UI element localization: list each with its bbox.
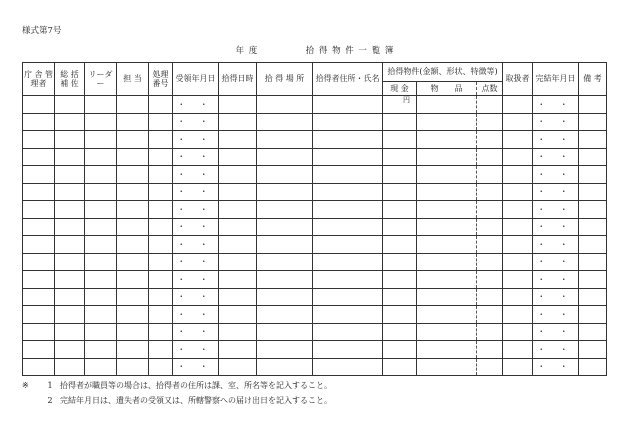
item-cell[interactable] — [417, 358, 477, 376]
ledger-cell[interactable] — [55, 341, 85, 359]
ledger-cell[interactable] — [257, 201, 313, 219]
quantity-cell[interactable] — [477, 288, 503, 306]
header-buppin: 物 品 — [417, 82, 477, 96]
ledger-cell[interactable] — [257, 271, 313, 289]
ledger-cell[interactable] — [85, 271, 117, 289]
ledger-cell[interactable] — [55, 148, 85, 166]
ledger-cell[interactable] — [579, 201, 607, 219]
quantity-cell[interactable] — [477, 183, 503, 201]
ledger-cell[interactable] — [149, 148, 173, 166]
ledger-cell[interactable] — [579, 183, 607, 201]
ledger-cell[interactable] — [55, 288, 85, 306]
cash-cell[interactable] — [383, 358, 417, 376]
item-cell[interactable] — [417, 288, 477, 306]
ledger-cell[interactable] — [149, 288, 173, 306]
ledger-cell[interactable] — [503, 288, 533, 306]
cash-cell[interactable] — [383, 236, 417, 254]
completion-date-cell[interactable]: ・ ・ — [533, 131, 579, 149]
received-date-cell[interactable]: ・ ・ — [173, 113, 219, 131]
lost-property-ledger-table — [22, 62, 607, 376]
quantity-cell[interactable] — [477, 96, 503, 114]
quantity-cell[interactable] — [477, 236, 503, 254]
received-date-cell[interactable]: ・ ・ — [173, 183, 219, 201]
item-cell[interactable] — [417, 306, 477, 324]
ledger-cell[interactable] — [219, 113, 257, 131]
ledger-cell[interactable] — [579, 341, 607, 359]
ledger-cell[interactable] — [117, 201, 149, 219]
ledger-cell[interactable] — [313, 236, 383, 254]
ledger-cell[interactable] — [23, 358, 55, 376]
ledger-cell[interactable] — [219, 96, 257, 114]
cash-cell[interactable] — [383, 113, 417, 131]
completion-date-cell[interactable]: ・ ・ — [533, 288, 579, 306]
item-cell[interactable] — [417, 113, 477, 131]
ledger-cell[interactable] — [257, 148, 313, 166]
quantity-cell[interactable] — [477, 166, 503, 184]
ledger-cell[interactable] — [55, 218, 85, 236]
quantity-cell[interactable] — [477, 271, 503, 289]
ledger-body — [23, 96, 607, 376]
ledger-cell[interactable] — [257, 96, 313, 114]
ledger-cell[interactable] — [23, 113, 55, 131]
ledger-cell[interactable] — [23, 323, 55, 341]
ledger-cell[interactable] — [117, 236, 149, 254]
header-shori: 処理 番号 — [149, 63, 173, 96]
ledger-cell[interactable] — [503, 253, 533, 271]
ledger-cell[interactable] — [117, 218, 149, 236]
ledger-cell[interactable] — [219, 166, 257, 184]
table-row — [23, 201, 607, 219]
cash-cell[interactable] — [383, 201, 417, 219]
ledger-cell[interactable] — [117, 253, 149, 271]
cash-cell[interactable] — [383, 218, 417, 236]
cash-cell[interactable] — [383, 131, 417, 149]
completion-date-cell[interactable]: ・ ・ — [533, 306, 579, 324]
ledger-cell[interactable] — [257, 288, 313, 306]
ledger-cell[interactable] — [23, 271, 55, 289]
header-bikou: 備 考 — [579, 63, 607, 96]
ledger-cell[interactable] — [55, 166, 85, 184]
ledger-cell[interactable] — [23, 96, 55, 114]
ledger-cell[interactable] — [85, 183, 117, 201]
ledger-cell[interactable] — [85, 113, 117, 131]
document-title — [0, 44, 630, 56]
ledger-cell[interactable] — [219, 148, 257, 166]
table-row — [23, 96, 607, 114]
ledger-cell[interactable] — [579, 131, 607, 149]
ledger-cell[interactable] — [85, 253, 117, 271]
ledger-cell[interactable] — [313, 288, 383, 306]
header-buppin-group: 拾得物件(金額、形状、特徴等) — [383, 63, 503, 82]
received-date-cell[interactable]: ・ ・ — [173, 96, 219, 114]
ledger-cell[interactable] — [219, 271, 257, 289]
completion-date-cell[interactable]: ・ ・ — [533, 323, 579, 341]
ledger-cell[interactable] — [149, 218, 173, 236]
ledger-cell[interactable] — [257, 236, 313, 254]
ledger-cell[interactable] — [85, 236, 117, 254]
ledger-cell[interactable] — [257, 323, 313, 341]
ledger-cell[interactable] — [503, 148, 533, 166]
quantity-cell[interactable] — [477, 218, 503, 236]
cash-cell[interactable] — [383, 148, 417, 166]
ledger-cell[interactable] — [579, 166, 607, 184]
ledger-cell[interactable] — [257, 183, 313, 201]
footnote-text: 完結年月日は、遺失者の受領又は、所轄警察への届け出日を記入すること。 — [60, 396, 332, 405]
quantity-cell[interactable] — [477, 113, 503, 131]
ledger-cell[interactable] — [503, 218, 533, 236]
ledger-cell[interactable] — [219, 183, 257, 201]
ledger-cell[interactable] — [23, 236, 55, 254]
ledger-cell[interactable] — [55, 183, 85, 201]
ledger-cell[interactable] — [23, 253, 55, 271]
ledger-cell[interactable] — [579, 113, 607, 131]
ledger-cell[interactable] — [55, 306, 85, 324]
ledger-cell[interactable] — [579, 253, 607, 271]
received-date-cell[interactable]: ・ ・ — [173, 166, 219, 184]
ledger-cell[interactable] — [55, 358, 85, 376]
received-date-cell[interactable]: ・ ・ — [173, 218, 219, 236]
header-shuutoku-nichiji: 拾得日時 — [219, 63, 257, 96]
ledger-cell[interactable] — [55, 131, 85, 149]
table-row — [23, 131, 607, 149]
ledger-cell[interactable] — [313, 166, 383, 184]
footnotes — [22, 378, 332, 408]
table-row — [23, 306, 607, 324]
ledger-cell[interactable] — [85, 166, 117, 184]
received-date-cell[interactable]: ・ ・ — [173, 148, 219, 166]
table-row — [23, 113, 607, 131]
header-shuutokusha: 拾得者住所・氏名 — [313, 63, 383, 96]
ledger-cell[interactable] — [219, 306, 257, 324]
ledger-cell[interactable] — [149, 96, 173, 114]
completion-date-cell[interactable]: ・ ・ — [533, 201, 579, 219]
ledger-cell[interactable] — [117, 306, 149, 324]
footnote-mark: ※ — [22, 381, 29, 390]
ledger-cell[interactable] — [503, 113, 533, 131]
ledger-cell[interactable] — [117, 341, 149, 359]
received-date-cell[interactable]: ・ ・ — [173, 306, 219, 324]
ledger-cell[interactable] — [313, 218, 383, 236]
cash-cell[interactable] — [383, 306, 417, 324]
ledger-cell[interactable] — [117, 323, 149, 341]
quantity-cell[interactable] — [477, 358, 503, 376]
header-soukatsu: 総 括 補 佐 — [55, 63, 85, 96]
ledger-cell[interactable] — [85, 288, 117, 306]
ledger-cell[interactable] — [313, 341, 383, 359]
ledger-cell[interactable] — [55, 201, 85, 219]
ledger-cell[interactable] — [117, 96, 149, 114]
table-row — [23, 236, 607, 254]
cash-cell[interactable] — [383, 288, 417, 306]
cash-cell[interactable] — [383, 183, 417, 201]
ledger-cell[interactable] — [313, 183, 383, 201]
completion-date-cell[interactable]: ・ ・ — [533, 271, 579, 289]
table-row — [23, 218, 607, 236]
ledger-cell[interactable] — [579, 96, 607, 114]
ledger-cell[interactable] — [579, 218, 607, 236]
ledger-cell[interactable] — [219, 131, 257, 149]
item-cell[interactable] — [417, 341, 477, 359]
ledger-cell[interactable] — [55, 253, 85, 271]
ledger-cell[interactable] — [85, 96, 117, 114]
ledger-cell[interactable] — [503, 358, 533, 376]
quantity-cell[interactable] — [477, 201, 503, 219]
table-row — [23, 323, 607, 341]
received-date-cell[interactable]: ・ ・ — [173, 288, 219, 306]
ledger-cell[interactable] — [149, 323, 173, 341]
ledger-cell[interactable] — [219, 323, 257, 341]
header-uketsuke: 受領年月日 — [173, 63, 219, 96]
item-cell[interactable] — [417, 218, 477, 236]
ledger-cell[interactable] — [579, 358, 607, 376]
ledger-cell[interactable] — [503, 183, 533, 201]
footnote-1 — [22, 378, 332, 393]
ledger-cell[interactable] — [219, 253, 257, 271]
item-cell[interactable] — [417, 166, 477, 184]
ledger-cell[interactable] — [55, 236, 85, 254]
ledger-cell[interactable] — [117, 148, 149, 166]
footnote-text: 拾得者が職員等の場合は、拾得者の住所は課、室、所名等を記入すること。 — [60, 381, 332, 390]
ledger-cell[interactable] — [313, 131, 383, 149]
ledger-cell[interactable] — [503, 271, 533, 289]
table-row — [23, 148, 607, 166]
ledger-cell[interactable] — [23, 306, 55, 324]
ledger-cell[interactable] — [219, 358, 257, 376]
received-date-cell[interactable]: ・ ・ — [173, 201, 219, 219]
ledger-cell[interactable] — [219, 236, 257, 254]
ledger-cell[interactable] — [85, 306, 117, 324]
table-row — [23, 271, 607, 289]
table-row — [23, 288, 607, 306]
ledger-cell[interactable] — [219, 201, 257, 219]
ledger-cell[interactable] — [503, 96, 533, 114]
item-cell[interactable] — [417, 148, 477, 166]
ledger-cell[interactable] — [257, 131, 313, 149]
completion-date-cell[interactable]: ・ ・ — [533, 358, 579, 376]
ledger-cell[interactable] — [579, 306, 607, 324]
ledger-cell[interactable] — [23, 201, 55, 219]
ledger-cell[interactable] — [579, 148, 607, 166]
table-row — [23, 183, 607, 201]
ledger-cell[interactable] — [149, 113, 173, 131]
cash-cell[interactable] — [383, 341, 417, 359]
completion-date-cell[interactable]: ・ ・ — [533, 183, 579, 201]
header-leader: リーダー — [85, 63, 117, 96]
title-year-label: 年 度 — [235, 46, 259, 56]
ledger-cell[interactable] — [313, 253, 383, 271]
header-row-primary — [23, 63, 607, 82]
ledger-cell[interactable] — [117, 131, 149, 149]
form-number: 様式第7号 — [22, 26, 62, 36]
ledger-cell[interactable] — [117, 271, 149, 289]
ledger-cell[interactable] — [313, 323, 383, 341]
completion-date-cell[interactable]: ・ ・ — [533, 236, 579, 254]
ledger-cell[interactable] — [85, 323, 117, 341]
ledger-cell[interactable] — [85, 201, 117, 219]
received-date-cell[interactable]: ・ ・ — [173, 358, 219, 376]
ledger-cell[interactable] — [117, 166, 149, 184]
ledger-cell[interactable] — [503, 306, 533, 324]
ledger-cell[interactable] — [579, 236, 607, 254]
ledger-cell[interactable] — [23, 148, 55, 166]
ledger-cell[interactable] — [149, 306, 173, 324]
ledger-cell[interactable] — [257, 358, 313, 376]
ledger-cell[interactable] — [23, 183, 55, 201]
ledger-cell[interactable] — [579, 271, 607, 289]
ledger-cell[interactable] — [503, 131, 533, 149]
ledger-cell[interactable] — [23, 288, 55, 306]
header-shuutoku-basho: 拾 得 場 所 — [257, 63, 313, 96]
ledger-cell[interactable] — [313, 306, 383, 324]
ledger-cell[interactable] — [149, 183, 173, 201]
ledger-cell[interactable] — [219, 218, 257, 236]
ledger-cell[interactable] — [117, 288, 149, 306]
item-cell[interactable] — [417, 271, 477, 289]
ledger-cell[interactable] — [149, 131, 173, 149]
ledger-cell[interactable] — [117, 113, 149, 131]
footnote-2 — [22, 393, 332, 408]
ledger-cell[interactable] — [219, 288, 257, 306]
table-row — [23, 358, 607, 376]
cash-cell[interactable] — [383, 166, 417, 184]
completion-date-cell[interactable]: ・ ・ — [533, 253, 579, 271]
ledger-cell[interactable] — [503, 166, 533, 184]
ledger-cell[interactable] — [219, 341, 257, 359]
ledger-cell[interactable] — [503, 201, 533, 219]
ledger-cell[interactable] — [85, 218, 117, 236]
ledger-cell[interactable] — [313, 113, 383, 131]
ledger-cell[interactable] — [149, 166, 173, 184]
ledger-cell[interactable] — [257, 113, 313, 131]
ledger-cell[interactable] — [579, 323, 607, 341]
cash-cell[interactable] — [383, 253, 417, 271]
table-row — [23, 341, 607, 359]
ledger-cell[interactable] — [503, 323, 533, 341]
ledger-cell[interactable] — [85, 148, 117, 166]
completion-date-cell[interactable]: ・ ・ — [533, 148, 579, 166]
ledger-cell[interactable] — [85, 131, 117, 149]
received-date-cell[interactable]: ・ ・ — [173, 253, 219, 271]
ledger-cell[interactable] — [149, 271, 173, 289]
completion-date-cell[interactable]: ・ ・ — [533, 96, 579, 114]
received-date-cell[interactable]: ・ ・ — [173, 236, 219, 254]
ledger-cell[interactable] — [257, 218, 313, 236]
received-date-cell[interactable]: ・ ・ — [173, 131, 219, 149]
ledger-cell[interactable] — [503, 341, 533, 359]
quantity-cell[interactable] — [477, 306, 503, 324]
ledger-cell[interactable] — [85, 341, 117, 359]
item-cell[interactable] — [417, 323, 477, 341]
footnote-number: 2 — [47, 396, 53, 405]
item-cell[interactable] — [417, 236, 477, 254]
ledger-cell[interactable] — [579, 288, 607, 306]
item-cell[interactable] — [417, 131, 477, 149]
ledger-cell[interactable] — [149, 201, 173, 219]
ledger-cell[interactable] — [55, 271, 85, 289]
ledger-cell[interactable] — [85, 358, 117, 376]
received-date-cell[interactable]: ・ ・ — [173, 323, 219, 341]
received-date-cell[interactable]: ・ ・ — [173, 271, 219, 289]
ledger-cell[interactable] — [55, 113, 85, 131]
item-cell[interactable] — [417, 96, 477, 114]
ledger-cell[interactable] — [149, 341, 173, 359]
ledger-cell[interactable] — [117, 358, 149, 376]
quantity-cell[interactable] — [477, 253, 503, 271]
completion-date-cell[interactable]: ・ ・ — [533, 113, 579, 131]
ledger-cell[interactable] — [503, 236, 533, 254]
table-row — [23, 253, 607, 271]
cash-cell[interactable] — [383, 271, 417, 289]
item-cell[interactable] — [417, 201, 477, 219]
ledger-cell[interactable] — [313, 96, 383, 114]
ledger-cell[interactable] — [117, 183, 149, 201]
header-kanketsu: 完結年月日 — [533, 63, 579, 96]
ledger-cell[interactable] — [23, 131, 55, 149]
completion-date-cell[interactable]: ・ ・ — [533, 218, 579, 236]
header-toriatsukai: 取扱者 — [503, 63, 533, 96]
footnote-number: 1 — [47, 381, 53, 390]
completion-date-cell[interactable]: ・ ・ — [533, 341, 579, 359]
completion-date-cell[interactable]: ・ ・ — [533, 166, 579, 184]
ledger-cell[interactable] — [257, 253, 313, 271]
ledger-cell[interactable] — [257, 166, 313, 184]
cash-cell[interactable] — [383, 323, 417, 341]
header-genkin: 現 金 — [383, 82, 417, 96]
header-tensuu: 点数 — [477, 82, 503, 96]
ledger-cell[interactable] — [313, 358, 383, 376]
header-chousha: 庁 舎 管理者 — [23, 63, 55, 96]
item-cell[interactable] — [417, 183, 477, 201]
item-cell[interactable] — [417, 253, 477, 271]
ledger-cell[interactable] — [149, 253, 173, 271]
cash-cell[interactable]: 円 — [383, 96, 417, 114]
quantity-cell[interactable] — [477, 341, 503, 359]
ledger-cell[interactable] — [23, 218, 55, 236]
ledger-cell[interactable] — [55, 96, 85, 114]
ledger-cell[interactable] — [257, 341, 313, 359]
ledger-cell[interactable] — [23, 166, 55, 184]
ledger-cell[interactable] — [149, 236, 173, 254]
received-date-cell[interactable]: ・ ・ — [173, 341, 219, 359]
header-tantou: 担 当 — [117, 63, 149, 96]
ledger-cell[interactable] — [23, 341, 55, 359]
ledger-cell[interactable] — [313, 201, 383, 219]
ledger-cell[interactable] — [149, 358, 173, 376]
quantity-cell[interactable] — [477, 148, 503, 166]
ledger-cell[interactable] — [313, 271, 383, 289]
quantity-cell[interactable] — [477, 323, 503, 341]
table-row — [23, 166, 607, 184]
quantity-cell[interactable] — [477, 131, 503, 149]
ledger-cell[interactable] — [55, 323, 85, 341]
ledger-cell[interactable] — [313, 148, 383, 166]
title-main: 拾 得 物 件 一 覧 簿 — [305, 46, 395, 56]
ledger-cell[interactable] — [257, 306, 313, 324]
